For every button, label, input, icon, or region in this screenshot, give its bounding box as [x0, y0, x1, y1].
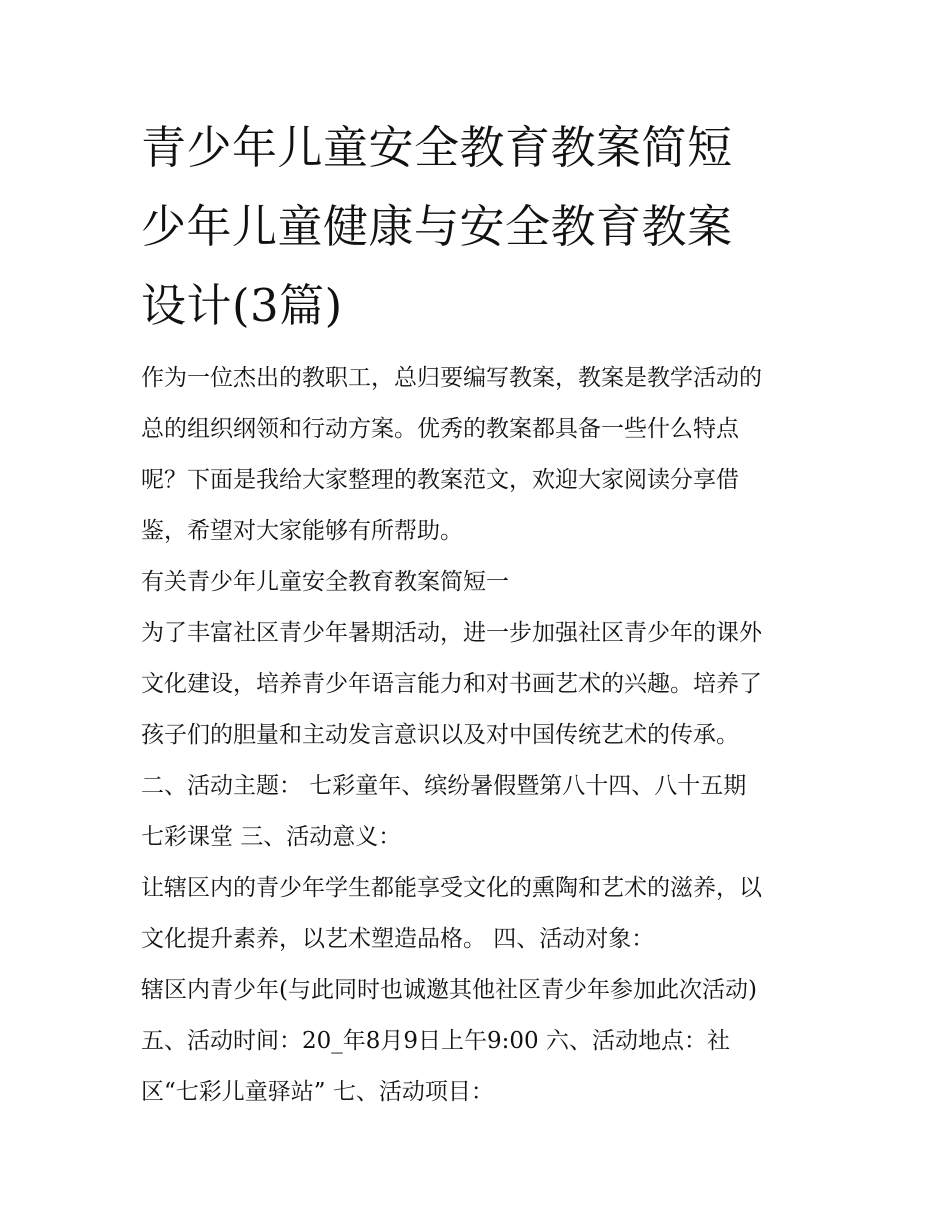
section-heading — [141, 557, 821, 608]
text-line: 文化建设，培养青少年语言能力和对书画艺术的兴趣。培养了 — [141, 671, 762, 697]
theme-paragraph — [141, 761, 821, 863]
document-title — [141, 108, 821, 345]
text-line: 区“七彩儿童驿站” 七、活动项目： — [141, 1079, 494, 1105]
title-line-1: 青少年儿童安全教育教案简短 — [141, 121, 733, 174]
text-line: 二、活动主题： 七彩童年、缤纷暑假暨第八十四、八十五期 — [141, 773, 747, 799]
meaning-paragraph — [141, 863, 821, 965]
text-line: 鉴，希望对大家能够有所帮助。 — [141, 518, 463, 544]
document-content — [141, 108, 821, 1118]
intro-paragraph — [141, 353, 821, 557]
title-line-2: 少年儿童健康与安全教育教案 — [141, 200, 733, 253]
text-line: 让辖区内的青少年学生都能享受文化的熏陶和艺术的滋养，以 — [141, 875, 762, 901]
text-line: 辖区内青少年(与此同时也诚邀其他社区青少年参加此次活动) — [141, 977, 757, 1003]
text-line: 文化提升素养，以艺术塑造品格。 四、活动对象： — [141, 926, 655, 952]
purpose-paragraph — [141, 608, 821, 761]
text-line: 五、活动时间：20_年8月9日上午9:00 六、活动地点：社 — [141, 1028, 730, 1054]
text-line: 孩子们的胆量和主动发言意识以及对中国传统艺术的传承。 — [141, 722, 739, 748]
text-line: 呢？下面是我给大家整理的教案范文，欢迎大家阅读分享借 — [141, 467, 739, 493]
text-line: 七彩课堂 三、活动意义： — [141, 824, 402, 850]
text-line: 作为一位杰出的教职工，总归要编写教案，教案是教学活动的 — [141, 365, 762, 391]
text-line: 有关青少年儿童安全教育教案简短一 — [141, 569, 509, 595]
details-paragraph — [141, 965, 821, 1118]
document-body — [141, 353, 821, 1118]
title-line-3: 设计(3篇) — [141, 279, 343, 332]
text-line: 为了丰富社区青少年暑期活动，进一步加强社区青少年的课外 — [141, 620, 762, 646]
text-line: 总的组织纲领和行动方案。优秀的教案都具备一些什么特点 — [141, 416, 739, 442]
